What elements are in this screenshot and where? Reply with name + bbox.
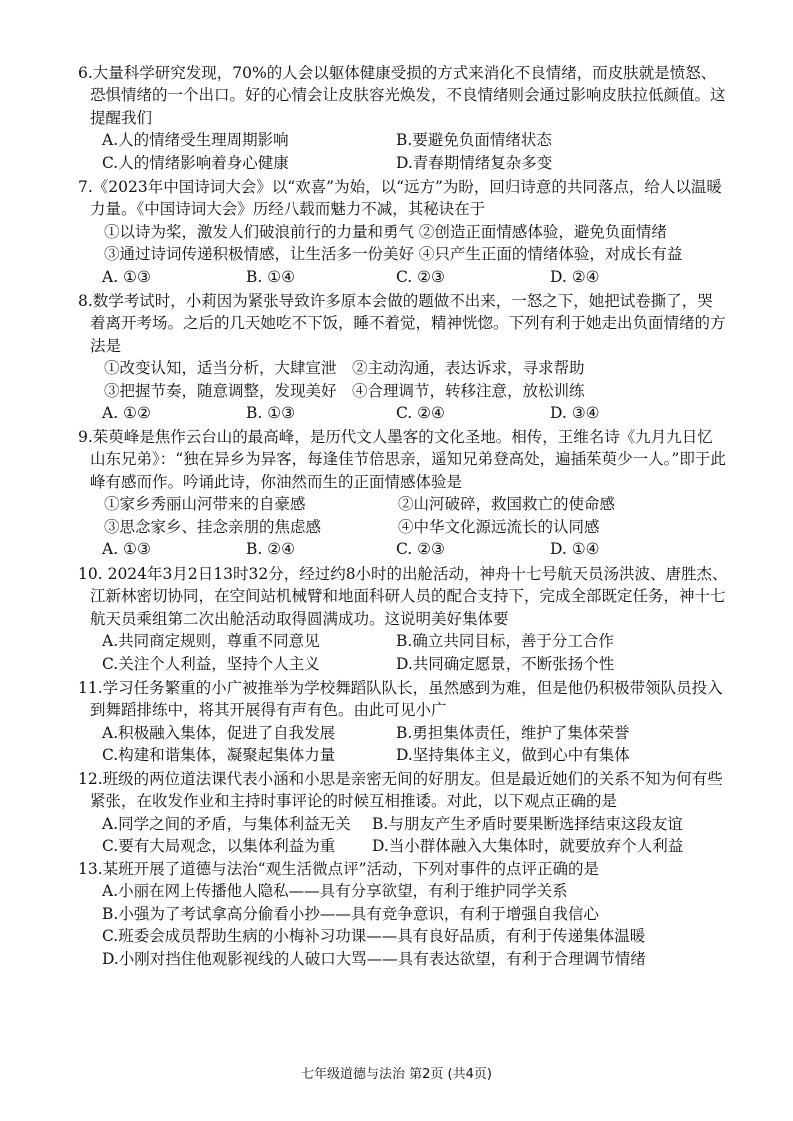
options-row (78, 722, 728, 744)
question-12 (78, 768, 728, 858)
option-c: C.要有大局观念，以集体利益为重 (102, 837, 336, 856)
option-a: A.积极融入集体，促进了自我发展 (102, 723, 336, 742)
question-stem: 7.《2023年中国诗词大会》以“欢喜”为始，以“远方”为盼，回归诗意的共同落点，给人以温暖力量。《中国诗词大会》历经八载而魅力不减，其秘诀在于 (78, 178, 722, 219)
option-c: C.关注个人利益，坚持个人主义 (102, 654, 320, 673)
statement-row (78, 221, 728, 243)
option-b: B.与朋友产生矛盾时要果断选择结束这段友谊 (372, 814, 683, 833)
statement-row (78, 380, 728, 402)
question-stem: 12.班级的两位道法课代表小涵和小思是亲密无间的好朋友。但是最近她们的关系不知为何有些紧张，在收发作业和主持时事评论的时候互相推诿。对此，以下观点正确的是 (78, 770, 723, 811)
options-row (78, 129, 728, 151)
option-d: D.青春期情绪复杂多变 (396, 153, 553, 172)
option-c: C. ②④ (396, 404, 445, 422)
question-8 (78, 290, 728, 424)
options-row (78, 152, 728, 174)
options-row (78, 266, 728, 288)
option-b: B. ①③ (246, 404, 296, 422)
question-stem: 10. 2024年3月2日13时32分，经过约8小时的出舱活动，神舟十七号航天员汤洪波、唐胜杰、江新林密切协同，在空间站机械臂和地面科研人员的配合支持下，完成全部既定任务，神十七航天员乘组第二次出舱活动取得圆满成功。这说明美好集体要 (78, 565, 728, 628)
question-10 (78, 563, 728, 675)
question-7 (78, 176, 728, 288)
options-row (78, 538, 728, 560)
question-11 (78, 677, 728, 767)
option-a: A.共同商定规则，尊重不同意见 (102, 632, 320, 651)
options-row (78, 630, 728, 652)
option-d: D.坚持集体主义，做到心中有集体 (396, 746, 630, 765)
option-d: D.共同确定愿景，不断张扬个性 (396, 654, 615, 673)
option-b: B. ①④ (246, 267, 296, 286)
question-9 (78, 426, 728, 560)
statement-row (78, 516, 728, 538)
option-b: B.确立共同目标，善于分工合作 (396, 632, 614, 651)
option-c: C.班委会成员帮助生病的小梅补习功课——具有良好品质，有利于传递集体温暖 (102, 927, 646, 946)
option-a: A.同学之间的矛盾，与集体利益无关 (102, 814, 351, 833)
statement-3: ③思念家乡、挂念亲朋的焦虑感 (104, 517, 322, 536)
option-a: A.人的情绪受生理周期影响 (102, 131, 289, 150)
statement-row (78, 357, 728, 379)
option-c: C. ②③ (396, 540, 445, 558)
question-stem: 13.某班开展了道德与法治“观生活微点评”活动，下列对事件的点评正确的是 (78, 860, 600, 878)
option-b: B.小强为了考试拿高分偷看小抄——具有竞争意识，有利于增强自我信心 (102, 904, 599, 923)
option-a: A. ①② (102, 404, 151, 422)
statement-line: ③通过诗词传递积极情感，让生活多一份美好 ④只产生正面的情绪体验，对成长有益 (104, 245, 683, 264)
statement-row (78, 243, 728, 265)
options-row (78, 402, 728, 424)
question-stem: 9.茱萸峰是焦作云台山的最高峰，是历代文人墨客的文化圣地。相传，王维名诗《九月九日忆山东兄弟》：“独在异乡为异客，每逢佳节倍思亲，遥知兄弟登高处，遍插茱萸少一人。”即于此峰有感而作。吟诵此诗，你油然而生的正面情感体验是 (78, 428, 726, 491)
option-d: D.小刚对挡住他观影视线的人破口大骂——具有表达欲望，有利于合理调节情绪 (102, 949, 646, 968)
question-stem: 6.大量科学研究发现，70%的人会以躯体健康受损的方式来消化不良情绪，而皮肤就是愤怒、恐惧情绪的一个出口。好的心情会让皮肤容光焕发，不良情绪则会通过影响皮肤拉低颜值。这提醒我们 (78, 64, 726, 127)
statement-line: ①以诗为桨，激发人们破浪前行的力量和勇气 ②创造正面情感体验，避免负面情绪 (104, 222, 667, 241)
statement-line: ③把握节奏，随意调整，发现美好 ④合理调节，转移注意，放松训练 (104, 381, 585, 400)
option-d: D. ①④ (550, 540, 600, 558)
option-row (78, 925, 728, 947)
option-a: A. ①③ (102, 540, 151, 558)
option-row (78, 903, 728, 925)
option-c: C.人的情绪影响着身心健康 (102, 153, 289, 172)
option-b: B.勇担集体责任，维护了集体荣誉 (396, 723, 630, 742)
option-row (78, 880, 728, 902)
statement-1: ①家乡秀丽山河带来的自豪感 (104, 495, 306, 514)
option-c: C. ②③ (396, 267, 445, 286)
options-row (78, 835, 728, 857)
option-b: B.要避免负面情绪状态 (396, 131, 552, 150)
options-row (78, 653, 728, 675)
statement-2: ②山河破碎，救国救亡的使命感 (398, 495, 616, 514)
question-6 (78, 62, 728, 174)
option-d: D. ③④ (550, 404, 600, 422)
option-d: D. ②④ (550, 267, 600, 286)
page-footer: 七年级道德与法治 第2页 (共4页) (301, 1067, 492, 1082)
options-row (78, 813, 728, 835)
option-a: A. ①③ (102, 267, 151, 286)
option-c: C.构建和谐集体，凝聚起集体力量 (102, 746, 336, 765)
option-d: D.当小群体融入大集体时，就要放弃个人利益 (372, 837, 684, 856)
question-stem: 8.数学考试时，小莉因为紧张导致许多原本会做的题做不出来，一怒之下，她把试卷撕了，哭着离开考场。之后的几天她吃不下饭，睡不着觉，精神恍惚。下列有利于她走出负面情绪的方法是 (78, 292, 726, 355)
question-13 (78, 858, 728, 970)
question-stem: 11.学习任务繁重的小广被推举为学校舞蹈队队长，虽然感到为难，但是他仍积极带领队员投入到舞蹈排练中，将其开展得有声有色。由此可见小广 (78, 679, 723, 720)
option-b: B. ②④ (246, 540, 296, 558)
statement-row (78, 493, 728, 515)
options-row (78, 744, 728, 766)
statement-4: ④中华文化源远流长的认同感 (398, 517, 600, 536)
option-a: A.小丽在网上传播他人隐私——具有分享欲望，有利于维护同学关系 (102, 882, 568, 901)
statement-line: ①改变认知，适当分析，大肆宣泄 ②主动沟通，表达诉求，寻求帮助 (104, 359, 585, 378)
option-row (78, 948, 728, 970)
